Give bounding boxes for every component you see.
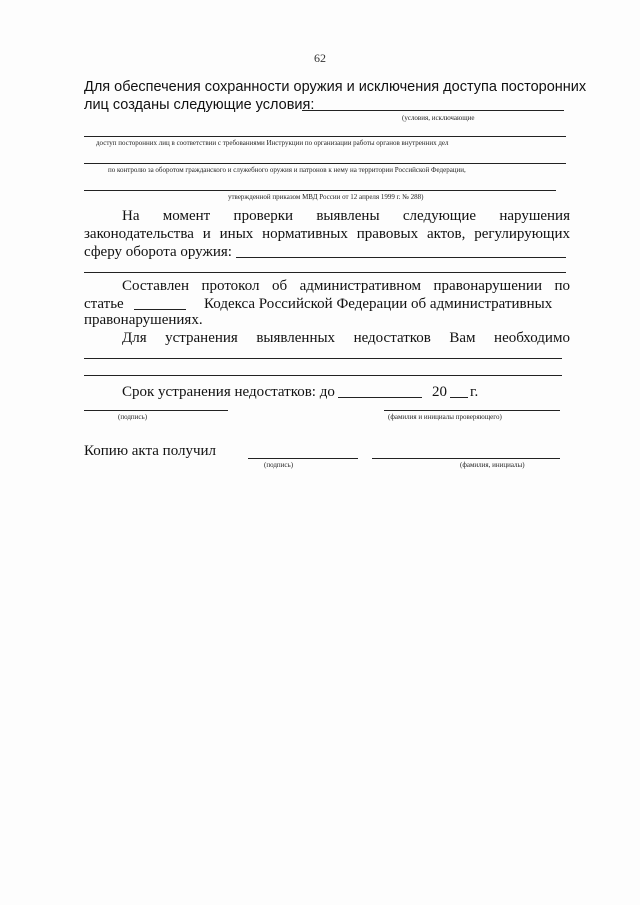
para2-word: регулирующих xyxy=(474,226,570,242)
para3-word: об xyxy=(271,278,288,294)
deadline-date-blank xyxy=(338,397,422,398)
para2-word: и xyxy=(202,226,211,242)
conditions-blank-1 xyxy=(302,110,564,111)
para4-word: Вам xyxy=(449,330,476,346)
para2-line1 xyxy=(122,208,570,225)
inspector-signature-blank xyxy=(84,410,228,411)
para3-line2-end: Кодекса Российской Федерации об административных xyxy=(204,296,553,312)
para3-line3: правонарушениях. xyxy=(84,312,203,328)
para2-word: нормативных xyxy=(262,226,348,242)
remedy-blank-1 xyxy=(84,358,562,359)
para3-word: административном xyxy=(299,278,422,294)
para2-word: проверки xyxy=(233,208,294,224)
deadline-year-suffix: г. xyxy=(470,384,479,400)
para2-line3: сферу оборота оружия: xyxy=(84,244,232,260)
conditions-note-line3: по контролю за оборотом гражданского и служебного оружия и патронов к нему на территории Российской Федерации, xyxy=(108,166,466,174)
conditions-caption: (условия, исключающие xyxy=(402,114,475,122)
deadline-label: Срок устранения недостатков: до xyxy=(122,384,335,400)
recipient-signature-caption: (подпись) xyxy=(264,461,294,469)
copy-received-label: Копию акта получил xyxy=(84,443,217,459)
deadline-year-prefix: 20 xyxy=(432,384,447,400)
inspector-name-blank xyxy=(384,410,560,411)
violations-blank-2 xyxy=(84,272,566,273)
conditions-blank-2 xyxy=(84,136,566,137)
para2-line2 xyxy=(84,226,570,243)
para4-word: устранения xyxy=(165,330,238,346)
para3-article-label: статье xyxy=(84,296,124,312)
para4-line1 xyxy=(122,330,570,347)
recipient-name-caption: (фамилия, инициалы) xyxy=(460,461,525,469)
para4-word: выявленных xyxy=(256,330,336,346)
para3-word: Составлен xyxy=(122,278,189,294)
conditions-note-line2: доступ посторонних лиц в соответствии с требованиями Инструкции по организации работы органов внутренних дел xyxy=(96,139,449,147)
para3-word: правонарушении xyxy=(433,278,542,294)
para3-word: по xyxy=(554,278,570,294)
para4-word: Для xyxy=(122,330,147,346)
recipient-signature-blank xyxy=(248,458,358,459)
para2-word: следующие xyxy=(402,208,477,224)
para2-word: выявлены xyxy=(316,208,380,224)
para2-word: нарушения xyxy=(499,208,570,224)
article-number-blank xyxy=(134,309,186,310)
para4-word: недостатков xyxy=(353,330,431,346)
recipient-name-blank xyxy=(372,458,560,459)
remedy-blank-2 xyxy=(84,375,562,376)
para2-word: иных xyxy=(219,226,254,242)
para4-word: необходимо xyxy=(494,330,570,346)
para2-word: На xyxy=(122,208,140,224)
conditions-blank-3 xyxy=(84,163,566,164)
conditions-note-line4: утвержденной приказом МВД России от 12 апреля 1999 г. № 288) xyxy=(228,193,424,201)
para3-line1 xyxy=(122,278,570,295)
para1-line1: Для обеспечения сохранности оружия и исключения доступа посторонних xyxy=(84,79,587,95)
conditions-blank-4 xyxy=(84,190,556,191)
violations-blank-1 xyxy=(236,257,566,258)
para2-word: правовых xyxy=(356,226,419,242)
para2-word: законодательства xyxy=(84,226,194,242)
inspector-signature-caption: (подпись) xyxy=(118,413,148,421)
para2-word: актов, xyxy=(426,226,466,242)
page-number: 62 xyxy=(314,51,326,65)
deadline-year-blank xyxy=(450,397,468,398)
para2-word: момент xyxy=(162,208,211,224)
para1-line2: лиц созданы следующие условия: xyxy=(84,97,315,113)
para3-word: протокол xyxy=(201,278,260,294)
inspector-name-caption: (фамилия и инициалы проверяющего) xyxy=(388,413,502,421)
